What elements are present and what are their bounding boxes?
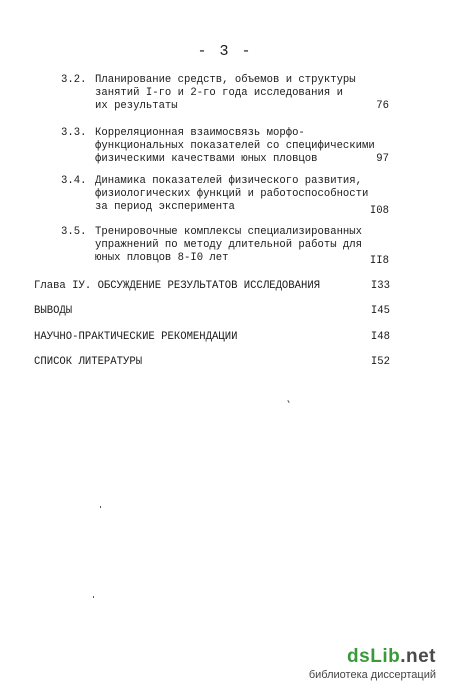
page-number: - 3 - — [197, 43, 253, 60]
dslib-logo-tld: .net — [400, 646, 436, 667]
toc-entry-line: их результаты — [95, 100, 178, 112]
toc-entry-line: юных пловцов 8-I0 лет — [95, 252, 229, 264]
toc-entry-line: Корреляционная взаимосвязь морфо- — [95, 127, 305, 139]
toc-chapter-label: НАУЧНО-ПРАКТИЧЕСКИЕ РЕКОМЕНДАЦИИ — [34, 331, 238, 343]
toc-entry-number: 3.3. — [61, 127, 87, 139]
dslib-logo-main: dsLib — [347, 646, 401, 667]
toc-chapter-page: I52 — [370, 356, 390, 368]
toc-entry-title — [95, 175, 405, 214]
toc-entry-number: 3.2. — [61, 74, 87, 86]
toc-chapter-page: I48 — [370, 331, 390, 343]
toc-entry-line: Тренировочные комплексы специализированных — [95, 226, 363, 238]
toc-entry-number: 3.5. — [61, 226, 87, 238]
toc-entry-line: Динамика показателей физического развития, — [95, 175, 363, 187]
toc-chapter-page: I33 — [370, 280, 390, 292]
toc-entry-3-3 — [61, 127, 391, 167]
toc-entry-page: II8 — [369, 255, 389, 267]
toc-entry-title — [95, 226, 405, 265]
scan-speck — [93, 596, 94, 598]
dslib-watermark — [309, 646, 436, 681]
toc-chapter-page: I45 — [370, 305, 390, 317]
toc-entry-3-2 — [61, 74, 391, 114]
dslib-subtitle: библиотека диссертаций — [308, 669, 436, 681]
toc-entry-line: функциональных показателей со специфическими — [95, 140, 375, 152]
toc-entry-page: I08 — [369, 205, 389, 217]
scan-speck — [100, 506, 101, 508]
toc-chapter-label: ВЫВОДЫ — [34, 305, 73, 317]
toc-chapter-label: СПИСОК ЛИТЕРАТУРЫ — [34, 356, 143, 368]
dslib-logo — [309, 646, 436, 668]
toc-entry-3-4 — [61, 175, 391, 215]
toc-entry-line: за период эксперимента — [95, 201, 235, 213]
toc-entry-line: физическими качествами юных пловцов — [95, 153, 318, 165]
toc-entry-page: 97 — [376, 153, 389, 165]
toc-entry-title — [95, 74, 405, 113]
toc-entry-line: упражнений по методу длительной работы для — [95, 239, 363, 251]
toc-entry-line: физиологических функций и работоспособности — [95, 188, 369, 200]
toc-entry-line: занятий I-го и 2-го года исследования и — [95, 87, 343, 99]
scan-speck — [287, 400, 289, 403]
toc-entry-number: 3.4. — [61, 175, 87, 187]
toc-chapter-label: Глава IУ. ОБСУЖДЕНИЕ РЕЗУЛЬТАТОВ ИССЛЕДОВАНИЯ — [34, 280, 321, 292]
toc-entry-line: Планирование средств, объемов и структуры — [95, 74, 356, 86]
toc-entry-page: 76 — [376, 100, 389, 112]
toc-entry-3-5 — [61, 226, 391, 266]
toc-entry-title — [95, 127, 405, 166]
